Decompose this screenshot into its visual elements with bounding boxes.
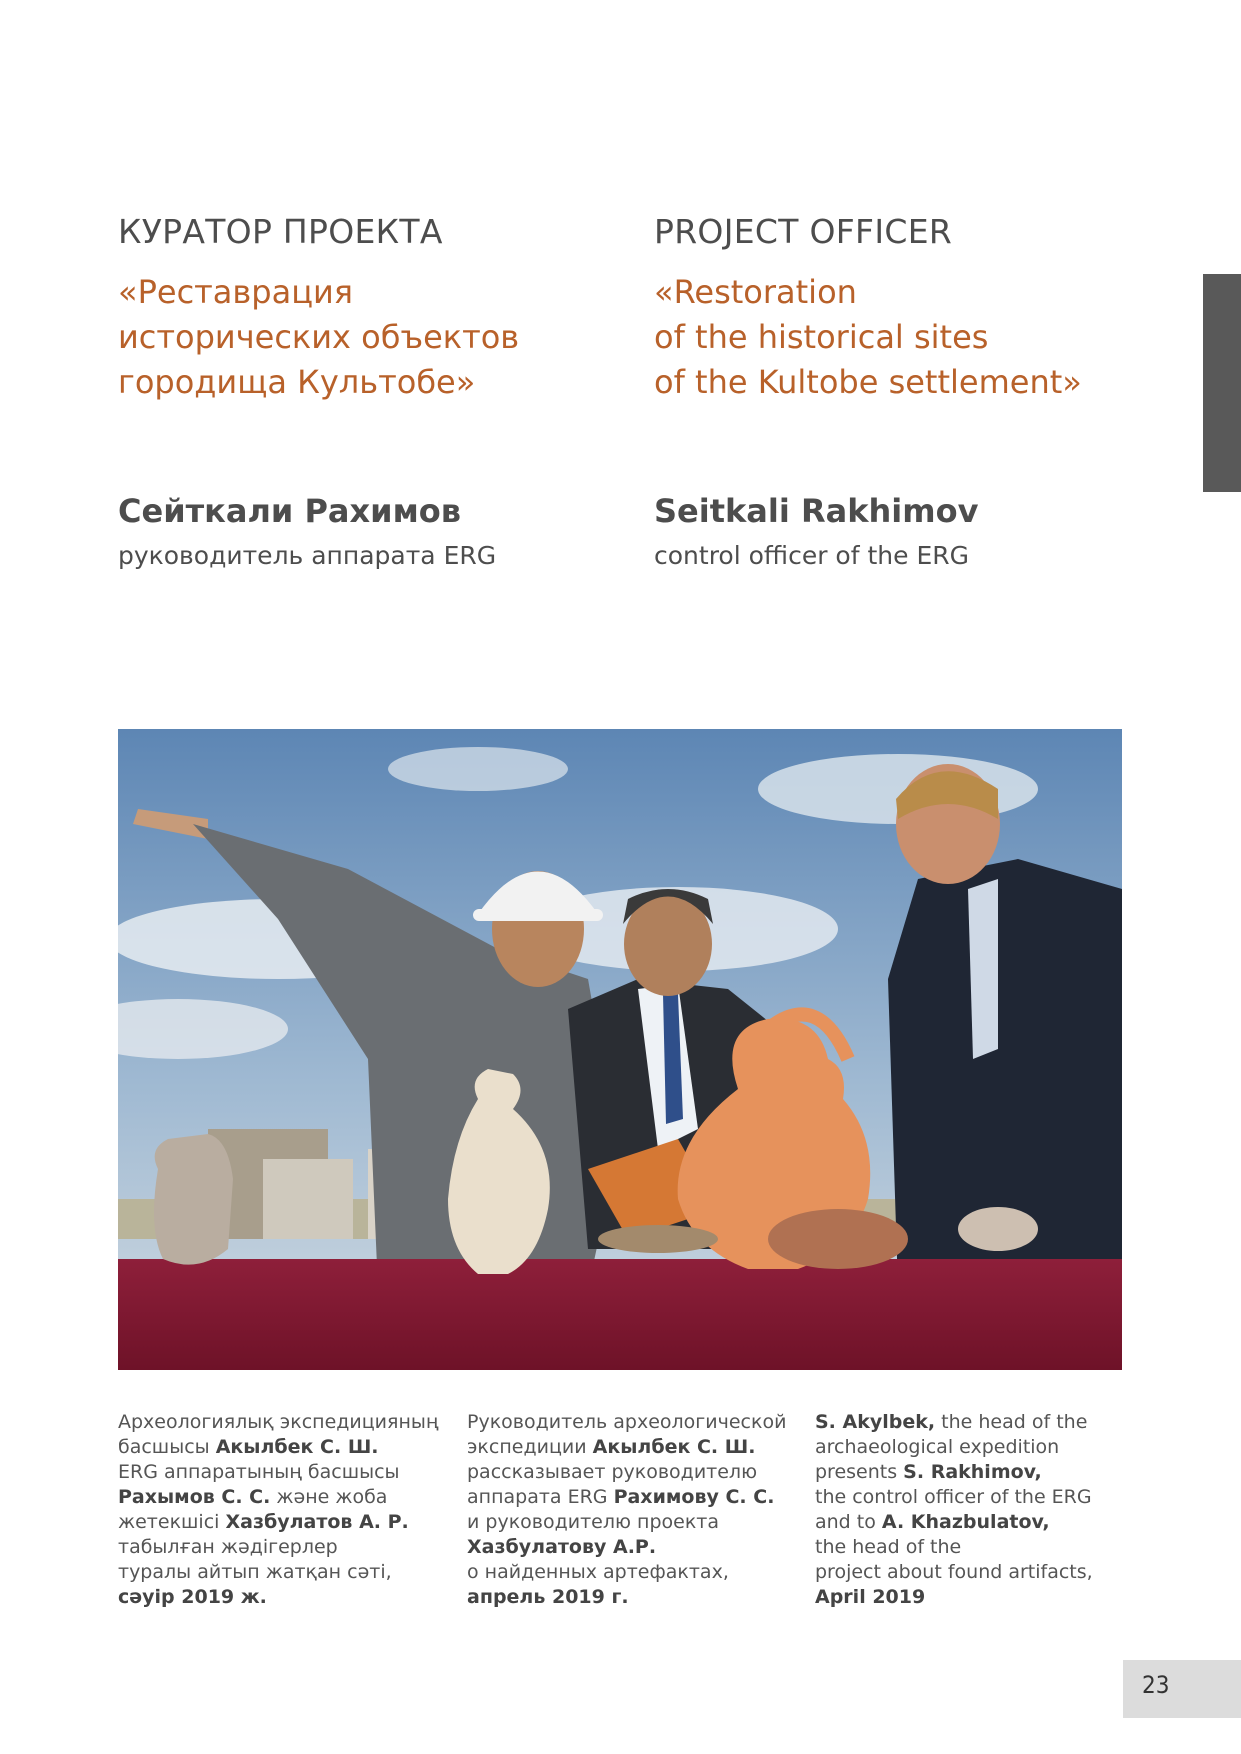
caption-line: туралы айтып жатқан сәті, [118, 1561, 392, 1583]
caption-emphasis: Акылбек С. Ш. [215, 1436, 379, 1458]
project-title-line: «Реставрация [118, 273, 354, 311]
person-role-en: control officer of the ERG [654, 541, 969, 570]
section-heading-ru: КУРАТОР ПРОЕКТА [118, 212, 443, 251]
person-name-en: Seitkali Rakhimov [654, 492, 979, 530]
caption-text: аппарата ERG [467, 1486, 614, 1508]
caption-text: the head of the [935, 1411, 1088, 1433]
curator-column-ru [118, 212, 598, 571]
caption-date: April 2019 [815, 1586, 926, 1608]
caption-text: жетекшісі [118, 1511, 226, 1533]
page-number: 23 [1142, 1671, 1170, 1699]
caption-line [118, 1436, 379, 1458]
caption-line [467, 1436, 755, 1458]
caption-kazakh [118, 1410, 438, 1610]
caption-emphasis: Акылбек С. Ш. [592, 1436, 756, 1458]
caption-line [118, 1511, 409, 1533]
caption-date: апрель 2019 г. [467, 1586, 629, 1608]
project-title-line: городища Культобе» [118, 363, 476, 401]
curator-column-en [654, 212, 1134, 571]
caption-emphasis: Хазбулатов А. Р. [225, 1511, 409, 1533]
caption-emphasis: Рахимову С. С. [613, 1486, 775, 1508]
caption-emphasis: Рахымов С. С. [118, 1486, 271, 1508]
caption-emphasis: S. Rakhimov, [903, 1461, 1042, 1483]
project-title-line: «Restoration [654, 273, 857, 311]
project-title-line: of the historical sites [654, 318, 989, 356]
person-name-ru: Сейткали Рахимов [118, 492, 461, 530]
caption-line [815, 1461, 1042, 1483]
section-tab [1203, 274, 1241, 492]
page-number-box [1123, 1660, 1241, 1718]
project-title-ru [118, 270, 598, 405]
caption-line: табылған жәдігерлер [118, 1536, 338, 1558]
project-title-line: of the Kultobe settlement» [654, 363, 1082, 401]
expedition-photo [118, 729, 1122, 1370]
caption-line: и руководителю проекта [467, 1511, 720, 1533]
caption-emphasis: A. Khazbulatov, [881, 1511, 1050, 1533]
caption-emphasis: Хазбулатову А.Р. [467, 1536, 657, 1558]
caption-line: archaeological expedition [815, 1436, 1060, 1458]
caption-line [815, 1511, 1050, 1533]
caption-line [118, 1486, 387, 1508]
project-title-line: исторических объектов [118, 318, 520, 356]
caption-text: және жоба [270, 1486, 388, 1508]
caption-line [815, 1411, 1087, 1433]
caption-line: the control officer of the ERG [815, 1486, 1092, 1508]
caption-line: project about found artifacts, [815, 1561, 1093, 1583]
caption-date: сәуір 2019 ж. [118, 1586, 267, 1608]
caption-line: рассказывает руководителю [467, 1461, 758, 1483]
caption-text: басшысы [118, 1436, 216, 1458]
caption-line: Археологиялық экспедицияның [118, 1411, 439, 1433]
caption-line [467, 1486, 774, 1508]
person-role-ru: руководитель аппарата ERG [118, 541, 497, 570]
caption-line: Руководитель археологической [467, 1411, 787, 1433]
caption-text: экспедиции [467, 1436, 593, 1458]
caption-emphasis: S. Akylbek, [815, 1411, 936, 1433]
caption-line: о найденных артефактах, [467, 1561, 729, 1583]
project-title-en [654, 270, 1134, 405]
caption-english [815, 1410, 1135, 1610]
section-heading-en: PROJECT OFFICER [654, 212, 953, 251]
caption-russian [467, 1410, 787, 1610]
caption-line: the head of the [815, 1536, 962, 1558]
caption-text: presents [815, 1461, 904, 1483]
caption-line: ERG аппаратының басшысы [118, 1461, 400, 1483]
caption-text: and to [815, 1511, 882, 1533]
